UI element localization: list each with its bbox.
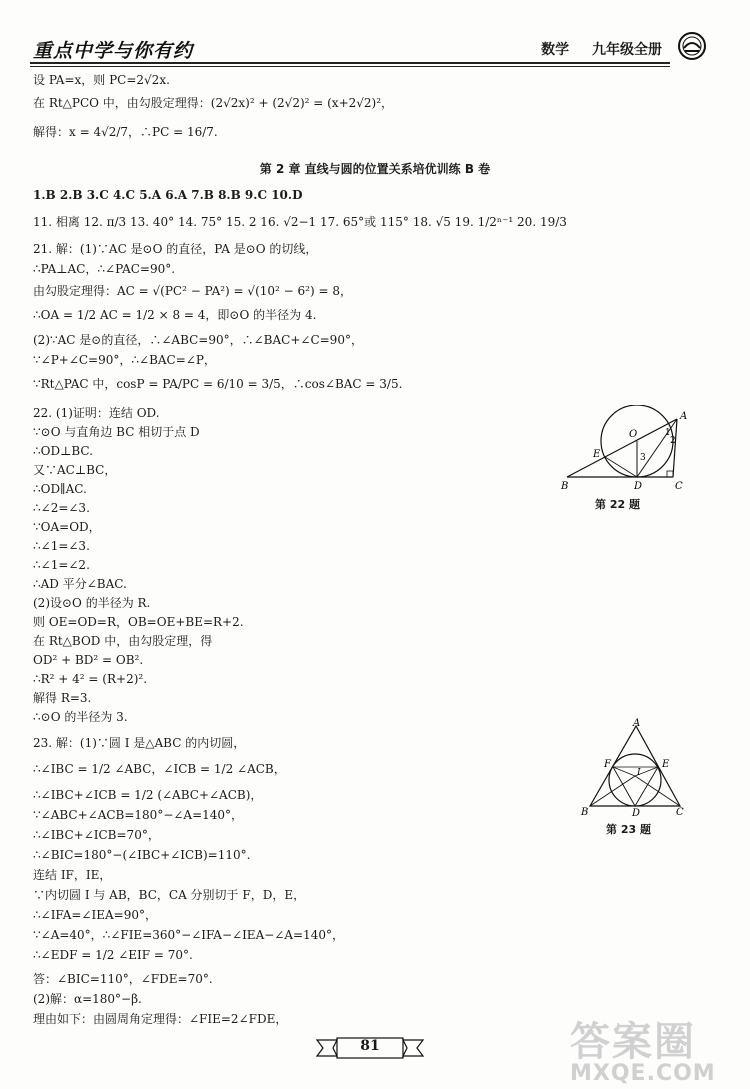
q22-line: ∴∠1=∠3. xyxy=(33,539,90,553)
answers-choice: 1.B 2.B 3.C 4.C 5.A 6.A 7.B 8.B 9.C 10.D xyxy=(33,188,303,202)
section-title: 第 2 章 直线与圆的位置关系培优训练 B 卷 xyxy=(259,162,491,176)
fig22-label: E xyxy=(593,449,601,460)
watermark xyxy=(570,1010,716,1086)
q22-line: 在 Rt△BOD 中，由勾股定理，得 xyxy=(33,634,213,648)
q21-line: 21. 解：(1)∵AC 是⊙O 的直径，PA 是⊙O 的切线， xyxy=(33,242,318,256)
fig22-label: B xyxy=(561,481,569,492)
book-title: 重点中学与你有约 xyxy=(33,40,194,62)
q21-line: ∵∠P+∠C=90°，∴∠BAC=∠P， xyxy=(33,353,216,367)
q23-line: ∵∠A=40°，∴∠FIE=360°−∠IFA−∠IEA−∠A=140°， xyxy=(33,928,344,942)
q22-line: ∴OD∥AC. xyxy=(33,482,87,496)
q22-line: 则 OE=OD=R，OB=OE+BE=R+2. xyxy=(33,615,244,629)
figure-22-diagram xyxy=(555,405,695,497)
q22-line: OD² + BD² = OB². xyxy=(33,653,144,667)
q22-line: ∴R² + 4² = (R+2)². xyxy=(33,672,148,686)
text-line: 解得：x = 4√2/7，∴PC = 16/7. xyxy=(33,125,218,139)
book-logo-icon xyxy=(670,30,714,62)
q22-line: (2)设⊙O 的半径为 R. xyxy=(33,596,151,610)
q22-line: ∴∠2=∠3. xyxy=(33,501,90,515)
grade-label: 九年级全册 xyxy=(592,42,662,58)
q23-line: 答：∠BIC=110°，∠FDE=70°. xyxy=(33,972,213,986)
q21-line: ∴PA⊥AC，∴∠PAC=90°. xyxy=(33,262,176,276)
text-line: 在 Rt△PCO 中，由勾股定理得：(2√2x)² + (2√2)² = (x+2√2)²， xyxy=(33,96,394,110)
fig23-label: E xyxy=(662,759,670,770)
header-rule xyxy=(30,62,670,64)
q23-line: 连结 IF，IE， xyxy=(33,868,112,882)
q23-line: ∴∠IBC+∠ICB=70°， xyxy=(33,828,160,842)
subject-grade xyxy=(523,39,662,59)
figure-22-caption: 第 22 题 xyxy=(595,498,640,511)
page-number-banner xyxy=(315,1036,425,1060)
page-header xyxy=(0,28,750,68)
fig22-label: 1 xyxy=(665,428,671,438)
answers-fill: 11. 相离 12. π/3 13. 40° 14. 75° 15. 2 16. √2−1 17. 65°或 115° 18. √5 19. 1/2ⁿ⁻¹ 20. 19/3 xyxy=(33,215,567,229)
q23-line: 理由如下：由圆周角定理得：∠FIE=2∠FDE， xyxy=(33,1012,288,1026)
q23-line: ∴∠IFA=∠IEA=90°， xyxy=(33,908,157,922)
q22-line: ∴⊙O 的半径为 3. xyxy=(33,710,128,724)
figure-23-caption: 第 23 题 xyxy=(606,823,651,836)
q21-line: ∴OA = 1/2 AC = 1/2 × 8 = 4，即⊙O 的半径为 4. xyxy=(33,308,317,322)
figure-23-diagram xyxy=(578,718,686,818)
q21-line: (2)∵AC 是⊙的直径，∴∠ABC=90°，∴∠BAC+∠C=90°， xyxy=(33,333,363,347)
q22-line: ∵⊙O 与直角边 BC 相切于点 D xyxy=(33,425,200,439)
q21-line: ∵Rt△PAC 中，cosP = PA/PC = 6/10 = 3/5，∴cos∠BAC = 3/5. xyxy=(33,377,403,391)
fig23-label: C xyxy=(676,807,684,818)
q22-line: 解得 R=3. xyxy=(33,691,92,705)
fig22-label: 2 xyxy=(670,436,676,446)
fig23-label: D xyxy=(632,808,641,818)
q23-line: ∴∠EDF = 1/2 ∠EIF = 70°. xyxy=(33,948,193,962)
header-rule-thin xyxy=(30,66,670,67)
fig22-label: D xyxy=(634,481,643,492)
q22-line: 22. (1)证明：连结 OD. xyxy=(33,406,160,420)
fig23-label: A xyxy=(633,718,641,729)
watermark-url: MXQE.COM xyxy=(570,1061,716,1086)
q23-line: ∴∠IBC+∠ICB = 1/2 (∠ABC+∠ACB)， xyxy=(33,788,263,802)
fig23-label: F xyxy=(604,759,611,770)
q22-line: ∴∠1=∠2. xyxy=(33,558,90,572)
q23-line: (2)解：α=180°−β. xyxy=(33,992,142,1006)
fig22-label: A xyxy=(680,411,688,422)
page-number: 81 xyxy=(360,1038,380,1054)
fig23-label: I xyxy=(637,768,641,778)
q22-line: ∵OA=OD， xyxy=(33,520,101,534)
subject-label: 数学 xyxy=(541,42,570,58)
q21-line: 由勾股定理得：AC = √(PC² − PA²) = √(10² − 6²) = 8， xyxy=(33,284,352,298)
fig22-label: O xyxy=(629,429,638,440)
q22-line: ∴OD⊥BC. xyxy=(33,444,93,458)
watermark-text: 答案圈 xyxy=(570,1019,696,1065)
q23-line: ∵∠ABC+∠ACB=180°−∠A=140°， xyxy=(33,808,244,822)
q23-line: ∵内切圆 I 与 AB，BC，CA 分别切于 F，D，E， xyxy=(33,888,306,902)
fig22-label: 3 xyxy=(640,453,646,463)
fig22-label: C xyxy=(675,481,683,492)
fig23-label: B xyxy=(581,807,589,818)
q23-line: ∴∠BIC=180°−(∠IBC+∠ICB)=110°. xyxy=(33,848,251,862)
text-line: 设 PA=x，则 PC=2√2x. xyxy=(33,73,170,87)
q23-line: ∴∠IBC = 1/2 ∠ABC，∠ICB = 1/2 ∠ACB， xyxy=(33,762,286,776)
q23-line: 23. 解：(1)∵圆 I 是△ABC 的内切圆， xyxy=(33,736,246,750)
q22-line: ∴AD 平分∠BAC. xyxy=(33,577,127,591)
q22-line: 又∵AC⊥BC， xyxy=(33,463,117,477)
